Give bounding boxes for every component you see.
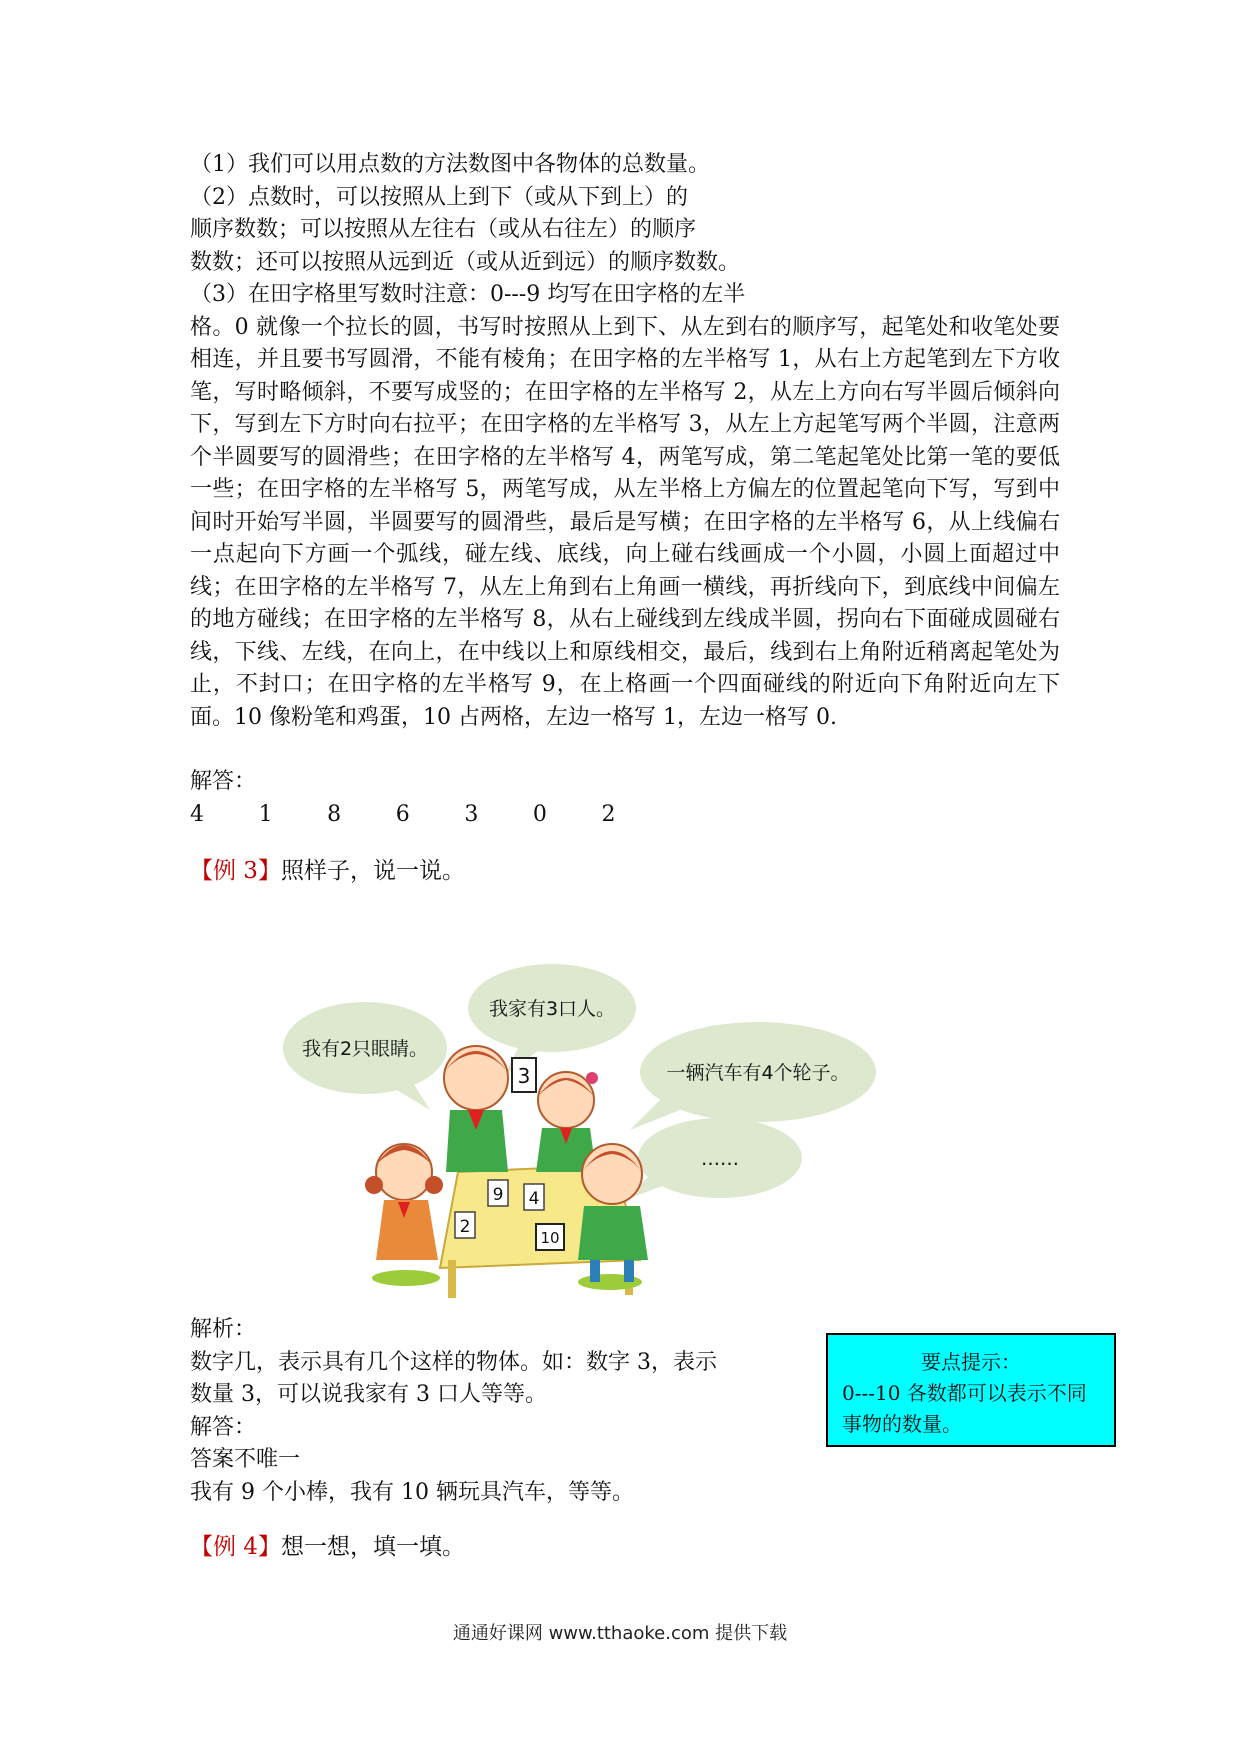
girl-left-icon [365,1144,443,1286]
example-3-solution [190,1314,790,1564]
boy-right-icon [578,1144,648,1290]
answer-number: 8 [327,801,342,827]
example-4-label: 【例 4】 [190,1534,281,1560]
children-table-illustration [280,960,880,1305]
bubble-car-text: 一辆汽车有4个轮子。 [666,1062,850,1084]
note-2-line-2: 顺序数数；可以按照从左往右（或从右往左）的顺序 [190,217,697,242]
note-3-line-1: （3）在田字格里写数时注意：0---9 均写在田字格的左半 [190,282,746,307]
bubble-eyes-text: 我有2只眼睛。 [301,1038,429,1060]
answer-number: 0 [532,801,547,827]
speech-bubble-car [630,1022,876,1130]
answer-number: 6 [395,801,410,827]
speech-bubble-eyes [283,1002,447,1110]
boy-center-icon [444,1046,536,1172]
answer-number: 2 [601,801,616,827]
note-3-body: 格。0 就像一个拉长的圆，书写时按照从上到下、从左到右的顺序写，起笔处和收笔处要相连，并且要书写圆滑，不能有棱角；在田字格的左半格写 1，从右上方起笔到左下方收笔，写时略倾斜，不要写成竖的；在田字格的左半格写 2，从左上方向右写半圆后倾斜向下，写到左下方时向右拉平；在田字格的左半格写 3，从左上方起笔写两个半圆，注意两个半圆要写的圆滑些；在田字格的左半格写 4，两笔写成，第二笔起笔处比第一笔的要低一些；在田字格的左半格写 5，两笔写成，从左半格上方偏左的位置起笔向下写，写到中间时开始写半圆，半圆要写的圆滑些，最后是写横；在田字格的左半格写 6，从上线偏右一点起向下方画一个弧线，碰左线、底线，向上碰右线画成一个小圆，小圆上面超过中线；在田字格的左半格写 7，从左上角到右上角画一横线，再折线向下，到底线中间偏左的地方碰线；在田字格的左半格写 8，从右上碰线到左线成半圆，拐向右下面碰成圆碰右线，下线、左线，在向上，在中线以上和原线相交，最后，线到右上角附近稍离起笔处为止，不封口；在田字格的左半格写 9，在上格画一个四面碰线的附近向下角附近向左下面。10 像粉笔和鸡蛋，10 占两格，左边一格写 1，左边一格写 0. [190,314,1060,730]
answer-line-2: 我有 9 个小棒，我有 10 辆玩具汽车，等等。 [190,1479,634,1505]
analysis-label: 解析： [190,1317,257,1342]
svg-text:4: 4 [528,1189,540,1209]
analysis-line-1: 数字几，表示具有几个这样的物体。如：数字 3，表示 [190,1349,717,1375]
svg-text:2: 2 [459,1217,471,1237]
speech-bubble-ellipsis [625,1118,802,1200]
answer-label-2: 解答： [190,1414,257,1440]
example-4-prompt: 想一想，填一填。 [280,1534,465,1560]
bubble-ellipsis-text: …… [701,1148,739,1170]
tip-body: 0---10 各数都可以表示不同事物的数量。 [842,1381,1087,1436]
note-2-line-1: （2）点数时，可以按照从上到下（或从下到上）的 [190,184,688,210]
answer-number-row [190,799,670,832]
held-card-3: 3 [517,1064,531,1088]
number-card-2 [455,1212,475,1238]
number-card-10 [536,1224,564,1250]
bubble-family-text: 我家有3口人。 [488,998,616,1020]
notes-section [190,149,1060,888]
number-card-9 [488,1180,508,1206]
example-4-heading [190,1531,790,1564]
answer-number: 1 [258,801,273,827]
number-card-4 [524,1184,544,1210]
example-3-prompt: 照样子，说一说。 [280,858,465,884]
note-1: （1）我们可以用点数的方法数图中各物体的总数量。 [190,152,710,177]
answer-number: 4 [190,801,204,827]
example-3-heading [190,855,1060,888]
key-point-tip-box [826,1333,1116,1447]
analysis-line-2: 数量 3，可以说我家有 3 口人等等。 [190,1382,547,1407]
svg-text:9: 9 [492,1185,504,1205]
answer-line-1: 答案不唯一 [190,1447,301,1472]
answer-label: 解答： [190,769,257,794]
tip-title: 要点提示： [921,1350,1021,1374]
page-footer: 通通好课网 www.tthaoke.com 提供下载 [452,1623,788,1644]
note-2-line-3: 数数；还可以按照从远到近（或从近到远）的顺序数数。 [190,249,741,275]
answer-number: 3 [464,801,479,827]
example-3-label: 【例 3】 [190,858,281,884]
svg-text:10: 10 [540,1229,560,1247]
